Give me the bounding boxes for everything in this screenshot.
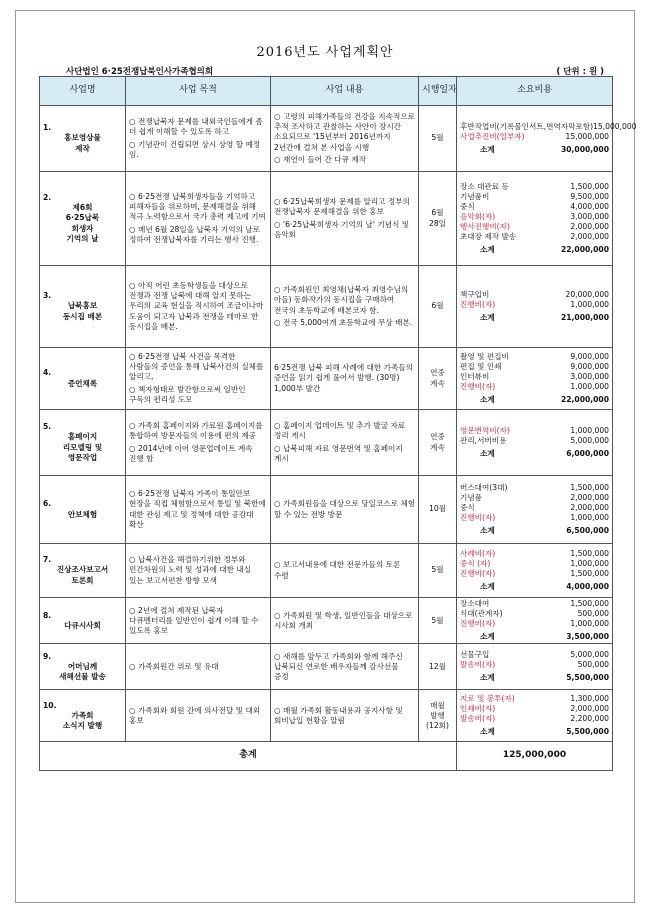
purpose-cell <box>126 544 271 598</box>
cost-cell <box>457 544 613 598</box>
cost-item-label: 진행비(자) <box>460 382 496 391</box>
cost-item-label: 후반작업비(기록물인서트,번역자막포함) <box>460 121 594 131</box>
cost-item <box>460 513 609 523</box>
cost-item-amount: 9,500,000 <box>570 191 609 201</box>
subtotal-line <box>460 526 609 536</box>
project-name-line: 납북홍보 <box>67 301 98 311</box>
cost-item <box>460 132 609 142</box>
project-name-line: 제6회 <box>72 203 93 213</box>
content-paragraph: ○ 전국 5,000여개 초등학교에 무상 배본. <box>274 317 413 327</box>
cost-item-label: 장소 대관료 등 <box>460 181 509 191</box>
cost-item-label: 진행비(자) <box>460 619 496 629</box>
purpose-paragraph: ○ 책자형태로 발간함으로써 일반인 구독의 편리성 도모 <box>129 384 246 404</box>
plan-row <box>40 410 613 476</box>
total-label: 총계 <box>40 742 457 771</box>
project-name-line: 소식지 발행 <box>62 720 103 730</box>
subtotal-label: 소계 <box>480 582 495 592</box>
purpose-cell <box>126 644 271 690</box>
cost-item <box>460 202 609 212</box>
project-name-cell <box>40 598 126 644</box>
project-number: 3. <box>43 291 52 301</box>
project-name-line: 동시집 배본 <box>62 311 103 321</box>
cost-item-label: 발송비(자) <box>460 714 496 724</box>
subtotal-line <box>460 582 609 592</box>
cost-cell <box>457 266 613 348</box>
project-name-line: 리모델링 및 <box>62 442 103 452</box>
table-header-row <box>40 77 613 106</box>
cost-item <box>460 493 609 503</box>
date-cell: 매월 발행 (12회) <box>419 690 457 742</box>
header-cost: 소요비용 <box>457 77 613 106</box>
project-name-cell <box>40 410 126 476</box>
cost-item-label: 식대(관계자) <box>460 609 503 619</box>
project-name-line: 희생자 <box>71 223 94 233</box>
cost-cell <box>457 476 613 544</box>
header-purpose: 사업 목적 <box>126 77 271 106</box>
content-cell <box>271 410 419 476</box>
date-cell: 연중 계속 <box>419 410 457 476</box>
cost-item-amount: 15,000,000 <box>593 121 637 131</box>
cost-item-label: 중식 (자) <box>460 558 491 568</box>
purpose-cell <box>126 348 271 410</box>
content-cell <box>271 544 419 598</box>
date-cell: 연중 계속 <box>419 348 457 410</box>
subtotal-line <box>460 673 609 683</box>
content-paragraph: ○ 가족회원 및 학생, 일반인들을 대상으로 시사회 개최 <box>274 610 413 630</box>
subtotal-amount: 6,500,000 <box>566 526 609 536</box>
cost-item <box>460 362 609 372</box>
cost-item-amount: 3,000,000 <box>570 371 609 381</box>
date-cell: 10월 <box>419 476 457 544</box>
purpose-paragraph: ○ 2014년에 이어 영문업데이트 계속 진행 함 <box>129 443 253 463</box>
cost-item-label: 음악회(자) <box>460 211 496 221</box>
date-cell: 6월 28일 <box>419 172 457 266</box>
subtotal-amount: 21,000,000 <box>560 313 609 322</box>
cost-item-label: 책구입비 <box>460 289 490 299</box>
project-name-line: 홍보영상물 <box>64 133 101 143</box>
date-cell: 5월 <box>419 106 457 172</box>
subtotal-label: 소계 <box>480 395 495 405</box>
subtotal-line <box>460 727 609 737</box>
plan-row <box>40 106 613 172</box>
content-paragraph: ○ 새해를 앞두고 가족회와 함께 해주신 납북되신 연로한 배우자들께 감사선물 증정 <box>274 651 403 681</box>
cost-item-label: 행사진행비(자) <box>460 222 510 231</box>
subtotal-label: 소계 <box>480 449 495 458</box>
cost-item-amount: 1,000,000 <box>570 299 609 309</box>
cost-item-amount: 500,000 <box>577 609 609 619</box>
purpose-cell <box>126 106 271 172</box>
plan-row <box>40 266 613 348</box>
project-name-line: 6·25납북 <box>65 213 100 223</box>
plan-row <box>40 348 613 410</box>
subtotal-line <box>460 632 609 642</box>
project-name-line: 어머님께 <box>67 661 98 671</box>
cost-item-amount: 2,000,000 <box>570 502 609 512</box>
subtotal-label: 소계 <box>480 673 495 683</box>
cost-item-label: 장소대여 <box>460 599 490 608</box>
purpose-paragraph: ○ 매년 6월 28일을 납북자 기억의 날로 정하여 전쟁납북자를 기리는 행사 진행. <box>129 224 260 244</box>
project-name-cell <box>40 644 126 690</box>
cost-item-label: 지로 및 봉투(자) <box>460 694 515 704</box>
purpose-cell <box>126 598 271 644</box>
purpose-paragraph: ○ 납북사건을 해결하기위한 정부와 민간차원의 노력 및 성과에 대한 내실 있는 보고서편찬 방향 모색 <box>129 555 252 585</box>
content-paragraph: ○ 가족회원들을 대상으로 당일코스로 체험 할 수 있는 전방 방문 <box>274 499 415 519</box>
organization-name: 사단법인 6·25전쟁납북인사가족협의회 <box>66 67 214 77</box>
cost-cell <box>457 644 613 690</box>
content-paragraph: ○ '6·25납북희생자 기억의 날' 기념식 및 음악회 <box>274 219 410 239</box>
purpose-paragraph: ○ 6·25전쟁 납북희생자들을 기억하고 피해자들을 위로하며, 문제해결을 위해 적극 노력함으로서 국가 총력 제고에 기여 <box>129 192 266 222</box>
subtotal-label: 소계 <box>480 313 495 322</box>
header-project-name: 사업명 <box>40 77 126 106</box>
cost-item-amount: 1,500,000 <box>570 569 609 578</box>
subtotal-line <box>460 395 609 405</box>
cost-item <box>460 290 609 300</box>
cost-item-amount: 500,000 <box>577 660 609 670</box>
cost-item <box>460 212 609 222</box>
project-name-line: 제작 <box>75 143 90 153</box>
project-number: 6. <box>43 499 52 509</box>
cost-item <box>460 569 609 579</box>
date-cell: 5월 <box>419 598 457 644</box>
header-date: 시행일자 <box>419 77 457 106</box>
cost-item-amount: 15,000,000 <box>565 131 609 141</box>
cost-item-amount: 1,500,000 <box>570 548 609 558</box>
cost-item <box>460 372 609 382</box>
cost-item-label: 진행비(자) <box>460 513 496 522</box>
content-paragraph: 6·25전쟁 납북 피해 사례에 대한 가족들의 증언을 읽기 쉽게 풀어서 발행. (30명) 1,000부 발간 <box>274 363 414 393</box>
subtotal-label: 소계 <box>480 245 495 255</box>
purpose-cell <box>126 172 271 266</box>
cost-item-amount: 1,000,000 <box>570 558 609 568</box>
cost-item <box>460 300 609 310</box>
cost-item-label: 관리,서버비용 <box>460 435 507 445</box>
project-name-cell <box>40 266 126 348</box>
subtotal-label: 소계 <box>480 145 495 154</box>
purpose-paragraph: ○ 아직 어린 초등학생들을 대상으로 전쟁과 전쟁 납북에 대해 알지 못하는 우리의 교육 현실을 직시하여 조금이나마 도움이 되고자 납북과 전쟁을 테마로 한 동시집을 배본. <box>129 281 264 331</box>
cost-item-amount: 2,000,000 <box>570 492 609 502</box>
cost-item-label: 기념품 <box>460 492 483 502</box>
plan-row <box>40 690 613 742</box>
cost-item <box>460 182 609 192</box>
project-name-line: 증언채록 <box>67 378 98 388</box>
header-content: 사업 내용 <box>271 77 419 106</box>
project-name-line: 홈페이지 <box>67 432 98 442</box>
purpose-paragraph: ○ 가족회와 회원 간에 의사전달 및 대외 홍보 <box>129 705 261 725</box>
content-cell <box>271 348 419 410</box>
project-name-line: 영문작업 <box>67 452 98 462</box>
cost-item <box>460 382 609 392</box>
cost-item-label: 촬영 및 편집비 <box>460 351 509 361</box>
cost-item-label: 진행비(자) <box>460 299 496 309</box>
cost-item-label: 선물구입 <box>460 650 490 660</box>
purpose-paragraph: ○ 6·25전쟁 납북자 가족이 통일안보 현장을 직접 체험함으로서 통일 및 북한에 대한 관심 제고 및 정책에 대한 공감대 확산 <box>129 489 266 529</box>
cost-item <box>460 619 609 629</box>
purpose-paragraph: ○ 2년에 걸쳐 제작된 납북자 다큐멘터리를 일반인이 쉽게 이해 할 수 있도록 홍보 <box>129 605 259 635</box>
content-cell <box>271 172 419 266</box>
subtotal-amount: 6,000,000 <box>566 449 609 458</box>
cost-item-label: 발송비(자) <box>460 660 496 670</box>
cost-item <box>460 660 609 670</box>
content-paragraph: ○ 보고서내용에 대한 전문가들의 토론 수렴 <box>274 560 401 580</box>
cost-item <box>460 352 609 362</box>
cost-item <box>460 232 609 242</box>
date-cell: 5월 <box>419 544 457 598</box>
cost-item-label: 인터뷰비 <box>460 371 490 381</box>
cost-cell <box>457 106 637 172</box>
content-cell <box>271 266 419 348</box>
cost-item-amount: 1,500,000 <box>570 482 609 492</box>
cost-item <box>460 714 609 724</box>
plan-row <box>40 598 613 644</box>
project-name-line: 가족회 <box>71 710 94 720</box>
cost-cell <box>457 172 613 266</box>
content-cell <box>271 106 419 172</box>
purpose-paragraph: ○ 전쟁납북자 문제를 내외국인들에게 좀 더 쉽게 이해할 수 있도록 하고 <box>129 117 263 137</box>
cost-item <box>460 549 609 559</box>
cost-item-amount: 2,200,000 <box>570 714 609 724</box>
purpose-paragraph: ○ 기념관이 건립되면 상시 상영 할 예정 임. <box>129 139 261 159</box>
cost-item-amount: 20,000,000 <box>565 289 609 299</box>
purpose-paragraph: ○ 가족회원간 위로 및 유대 <box>129 661 219 671</box>
cost-cell <box>457 690 613 742</box>
subtotal-amount: 5,500,000 <box>566 727 609 737</box>
subtotal-label: 소계 <box>480 526 495 536</box>
purpose-cell <box>126 266 271 348</box>
subtotal-label: 소계 <box>480 727 495 737</box>
subtotal-line <box>460 245 609 255</box>
purpose-cell <box>126 476 271 544</box>
cost-item <box>460 192 609 202</box>
plan-row <box>40 544 613 598</box>
total-amount: 125,000,000 <box>457 742 613 771</box>
cost-item-label: 기념품비 <box>460 191 490 201</box>
document-title: 2016년도 사업계획안 <box>256 45 394 60</box>
subtotal-amount: 5,500,000 <box>566 673 609 683</box>
purpose-cell <box>126 690 271 742</box>
purpose-paragraph: ○ 가족회 홈페이지와 가료원 홈페이지를 통합하여 방문자들의 이용에 편의 제공 <box>129 421 263 441</box>
subtotal-amount: 3,500,000 <box>566 632 609 642</box>
project-name-line: 기억의 날 <box>66 233 99 243</box>
project-number: 9. <box>43 651 52 661</box>
cost-item-amount: 2,000,000 <box>570 232 609 242</box>
cost-item-amount: 4,000,000 <box>570 201 609 211</box>
project-number: 4. <box>43 368 52 378</box>
project-name-cell <box>40 476 126 544</box>
subtotal-amount: 22,000,000 <box>560 245 609 255</box>
project-name-cell <box>40 544 126 598</box>
cost-item-amount: 5,000,000 <box>570 435 609 445</box>
cost-item-label: 중식 <box>460 502 475 512</box>
cost-cell <box>457 410 613 476</box>
project-name-line: 새해선물 발송 <box>59 671 106 681</box>
project-name-line: 안보체험 <box>67 509 98 519</box>
cost-cell <box>457 348 613 410</box>
plan-row <box>40 644 613 690</box>
cost-item-label: 사례비(자) <box>460 548 496 558</box>
plan-row <box>40 476 613 544</box>
cost-item <box>460 483 609 493</box>
cost-item <box>460 704 609 714</box>
project-number: 2. <box>43 193 52 203</box>
date-cell: 12월 <box>419 644 457 690</box>
subtotal-amount: 22,000,000 <box>560 395 609 405</box>
project-name-line: 다큐시사회 <box>64 620 101 630</box>
cost-item-label: 사업추진비(일부자) <box>460 131 525 141</box>
cost-item-amount: 1,500,000 <box>570 181 609 191</box>
cost-item-label: 인쇄비(자) <box>460 704 496 714</box>
subtotal-line <box>460 449 609 459</box>
project-number: 10. <box>43 700 57 710</box>
cost-item-amount: 1,000,000 <box>570 513 609 522</box>
project-name-cell <box>40 690 126 742</box>
project-number: 7. <box>43 555 52 565</box>
cost-item-label: 영문번역비(자) <box>460 425 510 435</box>
cost-item-amount: 1,000,000 <box>570 425 609 435</box>
cost-cell <box>457 598 613 644</box>
cost-item-amount: 3,000,000 <box>570 211 609 221</box>
cost-item <box>460 121 637 132</box>
cost-item-amount: 9,000,000 <box>570 361 609 371</box>
content-cell <box>271 644 419 690</box>
subtotal-line <box>460 313 609 323</box>
content-paragraph: ○ 매월 가족회 활동내용과 공지사항 및 회비납입 현황을 알림 <box>274 705 403 725</box>
cost-item <box>460 650 609 660</box>
project-number: 5. <box>43 422 52 432</box>
business-plan-table <box>39 76 637 771</box>
cost-item-label: 초대장 제작 발송 <box>460 232 517 242</box>
content-paragraph: ○ 가족회원인 최영채(납북자 최영수님의 아들) 동화작가의 동시집을 구매하여 전국의 초등학교에 배본코자 함. <box>274 285 409 315</box>
cost-item <box>460 694 609 704</box>
cost-item <box>460 503 609 513</box>
unit-label: ( 단위 : 원 ) <box>556 67 604 77</box>
subtotal-line <box>460 145 609 155</box>
cost-item <box>460 426 609 436</box>
content-cell <box>271 598 419 644</box>
cost-item-amount: 2,000,000 <box>570 704 609 714</box>
project-number: 8. <box>43 610 52 620</box>
purpose-cell <box>126 410 271 476</box>
project-name-cell <box>40 106 126 172</box>
cost-item <box>460 609 609 619</box>
subtotal-amount: 4,000,000 <box>566 582 609 592</box>
cost-item-amount: 1,000,000 <box>570 619 609 629</box>
purpose-paragraph: ○ 6·25전쟁 납북 사건을 목격한 사람들의 증언을 통해 납북사건의 실체를 알리고, <box>129 352 264 382</box>
content-paragraph: ○ 6·25납북희생자 문제를 알리고 정부의 전쟁납북자 문제해결을 위한 홍보 <box>274 197 410 217</box>
project-number: 1. <box>43 123 52 133</box>
content-paragraph: ○ 재연이 들어 간 다큐 제작 <box>274 154 367 164</box>
subtotal-label: 소계 <box>480 632 495 642</box>
cost-item-amount: 5,000,000 <box>570 650 609 660</box>
cost-item-amount: 2,000,000 <box>570 222 609 231</box>
project-name-cell <box>40 172 126 266</box>
cost-item <box>460 559 609 569</box>
project-name-line: 토론회 <box>71 575 94 585</box>
cost-item-label: 편집 및 인쇄 <box>460 361 502 371</box>
cost-item <box>460 222 609 232</box>
cost-item <box>460 599 609 609</box>
project-name-cell <box>40 348 126 410</box>
content-paragraph: ○ 납북피해 자료 영문번역 및 홈페이지 게시 <box>274 443 403 463</box>
total-row <box>40 742 613 771</box>
cost-item-amount: 1,500,000 <box>570 599 609 608</box>
content-cell <box>271 690 419 742</box>
content-paragraph: ○ 홈페이지 업데이트 및 추가 발굴 자료 정리 게시 <box>274 421 406 441</box>
plan-row <box>40 172 613 266</box>
date-cell: 6월 <box>419 266 457 348</box>
cost-item-amount: 1,300,000 <box>570 694 609 704</box>
cost-item <box>460 436 609 446</box>
content-cell <box>271 476 419 544</box>
content-paragraph: ○ 고령의 피해가족들의 건강을 지속적으로 추적 조사하고 관찰하는 사안이 장시간 소요되므로 '15년부터 2016년까지 2년간에 걸쳐 본 사업을 시행 <box>274 112 415 152</box>
cost-item-label: 진행비(자) <box>460 569 496 578</box>
cost-item-label: 중식 <box>460 201 475 211</box>
cost-item-amount: 9,000,000 <box>570 351 609 361</box>
project-name-line: 진상조사보고서 <box>56 565 109 575</box>
subtotal-amount: 30,000,000 <box>560 145 609 154</box>
cost-item-label: 버스대여(3대) <box>460 482 508 492</box>
cost-item-amount: 1,000,000 <box>570 382 609 391</box>
